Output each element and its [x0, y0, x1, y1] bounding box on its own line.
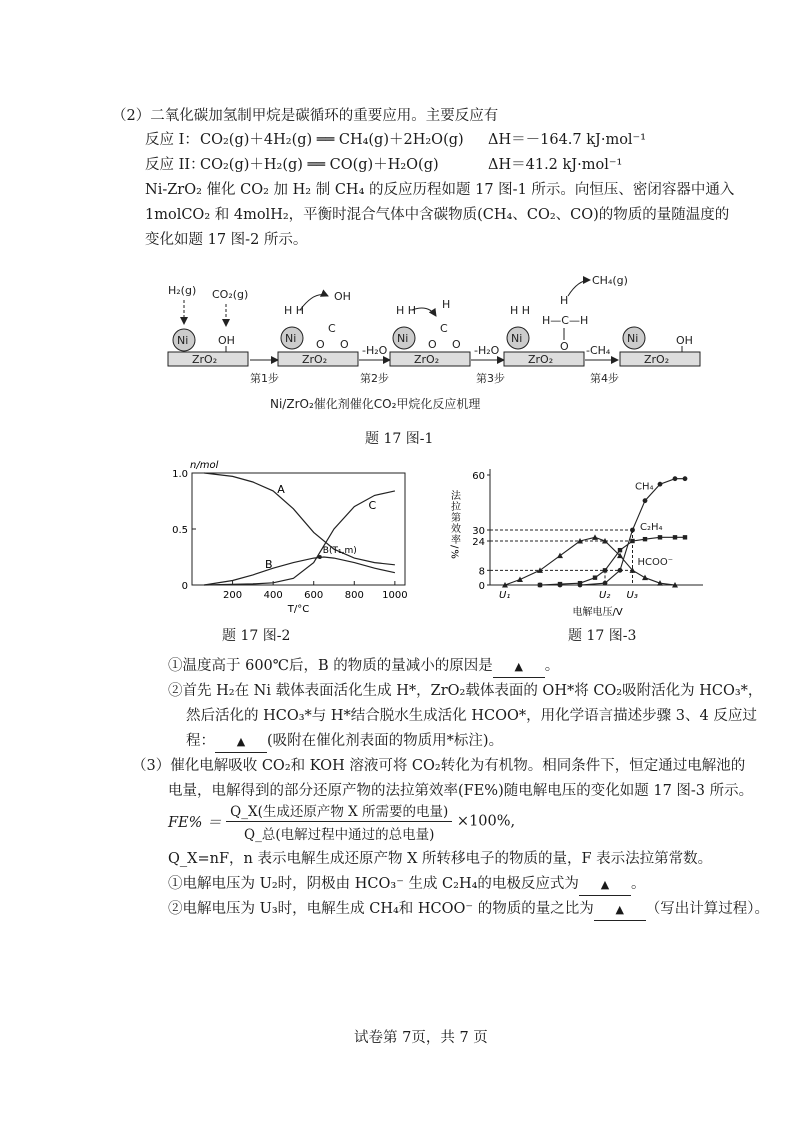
svg-text:O: O — [316, 338, 325, 351]
y-tick-label: 30 — [472, 526, 485, 537]
ch4-point — [673, 476, 678, 481]
x-tick-label: U₂ — [599, 590, 611, 601]
y-tick-label: 0.5 — [172, 525, 188, 536]
x-tick-label: 600 — [304, 590, 324, 601]
series-label-A: A — [277, 483, 285, 497]
y-tick-label: 60 — [472, 471, 485, 482]
svg-text:H H: H H — [510, 304, 531, 317]
part3-q1: ①电解电压为 U₂时，阴极由 HCO₃⁻ 生成 C₂H₄的电极反应式为 ▲ 。 — [168, 874, 645, 896]
svg-text:O: O — [340, 338, 349, 351]
part3-q1-answer-blank[interactable]: ▲ — [579, 874, 631, 896]
series-label-B: B — [265, 558, 273, 572]
series-line-C — [204, 491, 395, 585]
q2-answer-blank[interactable]: ▲ — [215, 731, 267, 753]
c2h4-point — [618, 548, 622, 552]
formula-numerator: Q_X(生成还原产物 X 所需要的电量) — [226, 800, 452, 822]
part2-desc-line1: Ni-ZrO₂ 催化 CO₂ 加 H₂ 制 CH₄ 的反应历程如题 17 图-1 所示。向恒压、密闭容器中通入 — [145, 182, 735, 198]
c2h4-point — [630, 539, 634, 543]
reaction1-enthalpy: ΔH＝－164.7 kJ·mol⁻¹ — [488, 132, 647, 148]
hcoo-point — [517, 577, 523, 583]
y-axis-label: 法拉第效率/% — [448, 490, 460, 560]
x-tick-label: 200 — [223, 590, 243, 601]
svg-text:Ni: Ni — [177, 334, 189, 347]
q2-line3: 程： ▲ (吸附在催化剂表面的物质用*标注)。 — [186, 731, 503, 753]
q1-text: ①温度高于 600℃后，B 的物质的量减小的原因是 — [168, 658, 493, 674]
ch4-point — [683, 476, 688, 481]
svg-text:H—C—H: H—C—H — [542, 314, 589, 327]
svg-text:ZrO₂: ZrO₂ — [528, 353, 554, 366]
page-footer: 试卷第 7页，共 7 页 — [354, 1030, 488, 1046]
c2h4-point — [643, 537, 647, 541]
fe-formula: FE% ＝ $\frac{\text{Q\_X(生成还原产物 X 所需要的电量)}}{\text{Q\_总(电解过程中通过的总电量)}}$ ×100%, — [168, 800, 515, 843]
ch4-point — [630, 528, 635, 533]
part2-intro: （2）二氧化碳加氢制甲烷是碳循环的重要应用。主要反应有 — [112, 108, 499, 124]
step1-label: 第1步 — [250, 372, 279, 385]
faraday-efficiency-chart — [440, 460, 730, 625]
part3-q2-answer-blank[interactable]: ▲ — [594, 899, 646, 921]
series-label-triangle: HCOO⁻ — [637, 556, 674, 568]
x-tick-label: 1000 — [382, 590, 408, 601]
c2h4-point — [603, 568, 607, 572]
y-tick-label: 24 — [472, 537, 485, 548]
loss1-label: -H₂O — [362, 344, 388, 357]
y-axis-label: n/mol — [190, 460, 219, 471]
y-tick-label: 0 — [181, 581, 188, 592]
svg-text:H: H — [442, 298, 451, 311]
svg-text:O: O — [452, 338, 461, 351]
c2h4-point — [673, 535, 677, 539]
q1-answer-blank[interactable]: ▲ — [493, 656, 545, 678]
fig1-caption: 题 17 图-1 — [365, 431, 434, 447]
series-line-circle — [540, 479, 685, 585]
y-tick-label: 8 — [478, 566, 485, 578]
ch4-point — [618, 568, 623, 573]
part3-q2: ②电解电压为 U₃时，电解生成 CH₄和 HCOO⁻ 的物质的量之比为 ▲ （写出计算过程）。 — [168, 899, 769, 921]
reaction2-label: 反应 II： — [145, 157, 205, 173]
svg-text:ZrO₂: ZrO₂ — [414, 353, 440, 366]
svg-text:C: C — [440, 322, 448, 335]
series-line-A — [204, 473, 395, 565]
x-tick-label: 800 — [344, 590, 364, 601]
x-tick-label: U₁ — [499, 590, 511, 601]
ch4-point — [603, 581, 608, 586]
reaction1-label: 反应 I： — [145, 132, 199, 148]
ch4-gas-label: CH₄(g) — [592, 274, 628, 287]
fig3-caption: 题 17 图-3 — [568, 628, 637, 644]
c2h4-point — [558, 582, 562, 586]
mechanism-diagram — [150, 268, 710, 428]
svg-text:O: O — [560, 340, 569, 353]
y-tick-label: 0 — [478, 581, 485, 592]
x-axis-label: T/°C — [287, 604, 310, 615]
svg-text:ZrO₂: ZrO₂ — [644, 353, 670, 366]
loss3-label: -CH₄ — [586, 344, 611, 357]
svg-text:OH: OH — [334, 290, 351, 303]
svg-text:H H: H H — [284, 304, 305, 317]
c2h4-point — [683, 535, 687, 539]
c2h4-point — [538, 583, 542, 587]
svg-text:OH: OH — [676, 334, 693, 347]
ch4-point — [643, 498, 648, 503]
part3-line1: （3）催化电解吸收 CO₂和 KOH 溶液可将 CO₂转化为有机物。相同条件下，恒定通过电解池的 — [132, 758, 746, 774]
c2h4-point — [578, 581, 582, 585]
temperature-chart — [160, 455, 425, 625]
qx-definition: Q_X=nF，n 表示电解生成还原产物 X 所转移电子的物质的量，F 表示法拉第常数。 — [168, 851, 713, 867]
series-label-square: C₂H₄ — [640, 522, 663, 533]
fig2-caption: 题 17 图-2 — [222, 628, 291, 644]
formula-denominator: Q_总(电解过程中通过的总电量) — [244, 827, 435, 843]
svg-text:O: O — [428, 338, 437, 351]
step4-label: 第4步 — [590, 372, 619, 385]
x-tick-label: U₃ — [626, 590, 638, 601]
point-b-label: B(T₁,m) — [322, 546, 357, 556]
x-tick-label: 400 — [263, 590, 283, 601]
svg-text:Ni: Ni — [511, 332, 523, 345]
oh-group-label: OH — [218, 334, 235, 347]
svg-text:H H: H H — [396, 304, 417, 317]
step2-label: 第2步 — [360, 372, 389, 385]
svg-text:H: H — [560, 294, 569, 307]
reaction2-enthalpy: ΔH＝41.2 kJ·mol⁻¹ — [488, 157, 623, 173]
svg-text:ZrO₂: ZrO₂ — [302, 353, 328, 366]
series-label-C: C — [368, 498, 377, 512]
part3-line2: 电量，电解得到的部分还原产物的法拉第效率(FE%)随电解电压的变化如题 17 图-3 所示。 — [168, 783, 754, 799]
svg-text:C: C — [328, 322, 336, 335]
svg-text:ZrO₂: ZrO₂ — [192, 353, 218, 366]
c2h4-point — [593, 575, 597, 579]
y-tick-label: 1.0 — [172, 469, 188, 480]
loss2-label: -H₂O — [474, 344, 500, 357]
q1-line: ①温度高于 600℃后，B 的物质的量减小的原因是 ▲ 。 — [168, 656, 559, 678]
hcoo-point — [592, 534, 598, 540]
svg-text:Ni: Ni — [627, 332, 639, 345]
c2h4-point — [658, 535, 662, 539]
reaction2-equation: CO₂(g)＋H₂(g) ══ CO(g)＋H₂O(g) — [200, 157, 439, 173]
series-label-circle: CH₄ — [635, 481, 654, 493]
q2-line1: ②首先 H₂在 Ni 载体表面活化生成 H*，ZrO₂载体表面的 OH*将 CO₂吸附活化为 HCO₃*， — [168, 683, 763, 699]
part2-desc-line3: 变化如题 17 图-2 所示。 — [145, 232, 308, 248]
part2-desc-line2: 1molCO₂ 和 4molH₂，平衡时混合气体中含碳物质(CH₄、CO₂、CO)的物质的量随温度的 — [145, 207, 730, 223]
h2-gas-label: H₂(g) — [168, 284, 197, 297]
x-axis-label: 电解电压/V — [572, 607, 623, 618]
point-b-marker — [318, 555, 322, 559]
svg-text:Ni: Ni — [397, 332, 409, 345]
reaction1-equation: CO₂(g)＋4H₂(g) ══ CH₄(g)＋2H₂O(g) — [200, 132, 464, 148]
svg-text:Ni: Ni — [285, 332, 297, 345]
step3-label: 第3步 — [476, 372, 505, 385]
q2-line2: 然后活化的 HCO₃*与 H*结合脱水生成活化 HCOO*，用化学语言描述步骤 3、4 反应过 — [186, 708, 757, 724]
ch4-point — [658, 482, 663, 487]
mechanism-title: Ni/ZrO₂催化剂催化CO₂甲烷化反应机理 — [270, 397, 481, 411]
co2-gas-label: CO₂(g) — [212, 288, 249, 301]
hcoo-point — [642, 575, 648, 581]
